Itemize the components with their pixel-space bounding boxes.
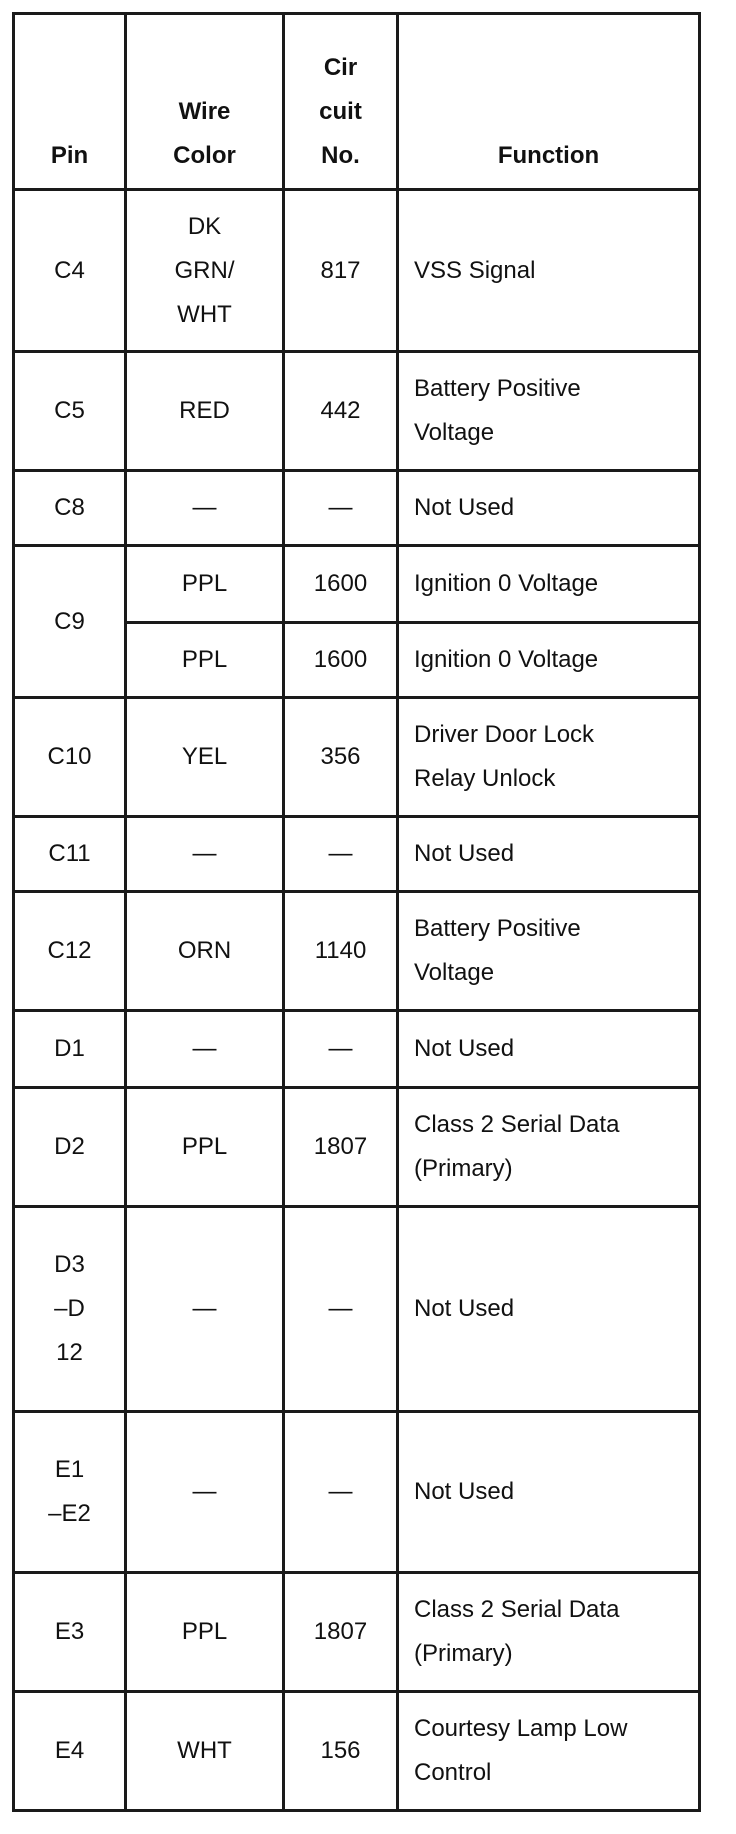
function-cell [398,1011,700,1088]
function-text: Not Used [414,1035,515,1062]
header-function-text: Function [497,142,600,169]
circuit-cell: 1600 [284,623,398,698]
pin-text: C4 [54,256,85,284]
wire-color-cell [126,892,284,1011]
circuit-cell: 817 [284,190,398,352]
pin-cell [14,698,126,817]
wire-color-text: PPL [181,1133,228,1160]
function-text: Class 2 Serial Data [414,1111,620,1138]
function-text: VSS Signal [414,256,536,284]
function-cell [398,352,700,471]
table-row [14,1692,700,1811]
wire-color-cell [126,471,284,546]
wire-color-cell [126,1207,284,1412]
table-row [14,1088,700,1207]
circuit-cell: 1807 [284,1573,398,1692]
header-wire-color-line1: Wire [178,98,231,125]
function-cell [398,1692,700,1811]
function-text: Not Used [414,840,515,867]
circuit-cell: 1600 [284,546,398,623]
function-cell [398,1088,700,1207]
wire-color-cell [126,546,284,623]
circuit-cell: 156 [284,1692,398,1811]
pin-text: C5 [54,397,85,424]
circuit-cell: 1807 [284,1088,398,1207]
function-cell [398,892,700,1011]
function-text: Ignition 0 Voltage [414,646,599,673]
circuit-cell: — [284,471,398,546]
wire-color-text: DK [187,212,222,240]
function-text: Driver Door Lock [414,721,595,748]
function-text: Ignition 0 Voltage [414,570,599,597]
function-cell [398,1573,700,1692]
pin-text: E4 [54,1737,85,1764]
wire-color-cell [126,1088,284,1207]
wire-color-text: PPL [181,646,228,673]
circuit-cell: — [284,1412,398,1573]
wire-color-text: RED [179,397,230,424]
pin-text: D1 [54,1035,85,1062]
circuit-cell: — [284,817,398,892]
function-cell [398,1207,700,1412]
table-row [14,698,700,817]
function-text: Voltage [414,959,495,986]
connector-pinout-table [12,12,701,1812]
header-circuit-line2: cuit [319,98,362,125]
wire-color-cell [126,190,284,352]
function-text: (Primary) [414,1155,513,1182]
header-pin [14,14,126,190]
header-circuit-line3: No. [321,142,360,169]
function-text: Voltage [414,419,495,446]
wire-color-text: — [192,494,217,521]
pin-cell [14,1573,126,1692]
pin-cell [14,352,126,471]
pin-cell [14,1412,126,1573]
wire-color-text: — [192,1295,217,1322]
wire-color-text: — [192,1478,217,1505]
function-text: Class 2 Serial Data [414,1596,620,1623]
wire-color-text: — [192,840,217,867]
function-cell [398,1412,700,1573]
wire-color-text: GRN/ [174,256,235,284]
function-text: Not Used [414,494,515,521]
pin-text: –D [54,1295,85,1322]
wire-color-cell [126,352,284,471]
function-cell [398,623,700,698]
table-row [14,352,700,471]
circuit-cell: — [284,1011,398,1088]
function-text: Courtesy Lamp Low [414,1715,628,1742]
pin-cell [14,1692,126,1811]
wire-color-text: PPL [181,1618,228,1645]
table-row [14,1573,700,1692]
function-cell [398,698,700,817]
wire-color-cell [126,1573,284,1692]
pin-text: C10 [47,743,92,770]
table-row [14,1207,700,1412]
function-cell [398,190,700,352]
pin-text: E3 [54,1618,85,1645]
wire-color-cell [126,623,284,698]
wire-color-cell [126,1692,284,1811]
function-text: Relay Unlock [414,765,556,792]
table-row [14,471,700,546]
function-text: Battery Positive [414,375,581,402]
wire-color-cell [126,817,284,892]
wire-color-text: ORN [177,937,232,964]
function-text: Not Used [414,1478,515,1505]
pin-text: D2 [54,1133,85,1160]
circuit-cell: — [284,1207,398,1412]
function-text: (Primary) [414,1640,513,1667]
wire-color-text: WHT [177,1737,232,1764]
pin-text: C8 [54,494,85,521]
function-text: Not Used [414,1295,515,1322]
circuit-cell: 442 [284,352,398,471]
pin-cell [14,1011,126,1088]
circuit-cell: 356 [284,698,398,817]
pin-text: C11 [48,840,91,867]
header-row [14,14,700,190]
function-text: Control [414,1759,492,1786]
wire-color-text: — [192,1035,217,1062]
pin-text: C9 [54,607,85,635]
table-row [14,546,700,623]
pin-text: 12 [56,1339,83,1366]
pin-cell [14,1088,126,1207]
table-row [14,1011,700,1088]
circuit-cell: 1140 [284,892,398,1011]
wire-color-text: WHT [177,300,232,328]
pin-text: –E2 [48,1500,91,1527]
wire-color-cell [126,1412,284,1573]
wire-color-cell [126,1011,284,1088]
pin-cell [14,1207,126,1412]
pin-cell [14,546,126,698]
pin-cell [14,190,126,352]
pin-cell [14,471,126,546]
wire-color-cell [126,698,284,817]
table-row [14,892,700,1011]
pin-text: E1 [54,1456,85,1483]
table-row [14,190,700,352]
header-circuit-no [284,14,398,190]
wire-color-text: YEL [181,743,228,770]
header-circuit-line1: Cir [323,54,358,81]
function-text: Battery Positive [414,915,581,942]
table-row [14,817,700,892]
table-row [14,1412,700,1573]
function-cell [398,817,700,892]
pin-text: C12 [47,937,92,964]
pin-text: D3 [54,1251,85,1278]
function-cell [398,471,700,546]
function-cell [398,546,700,623]
header-wire-color-line2: Color [173,142,236,169]
pin-cell [14,892,126,1011]
wire-color-text: PPL [181,570,228,597]
header-pin-text: Pin [50,142,89,169]
header-wire-color [126,14,284,190]
header-function [398,14,700,190]
pin-cell [14,817,126,892]
